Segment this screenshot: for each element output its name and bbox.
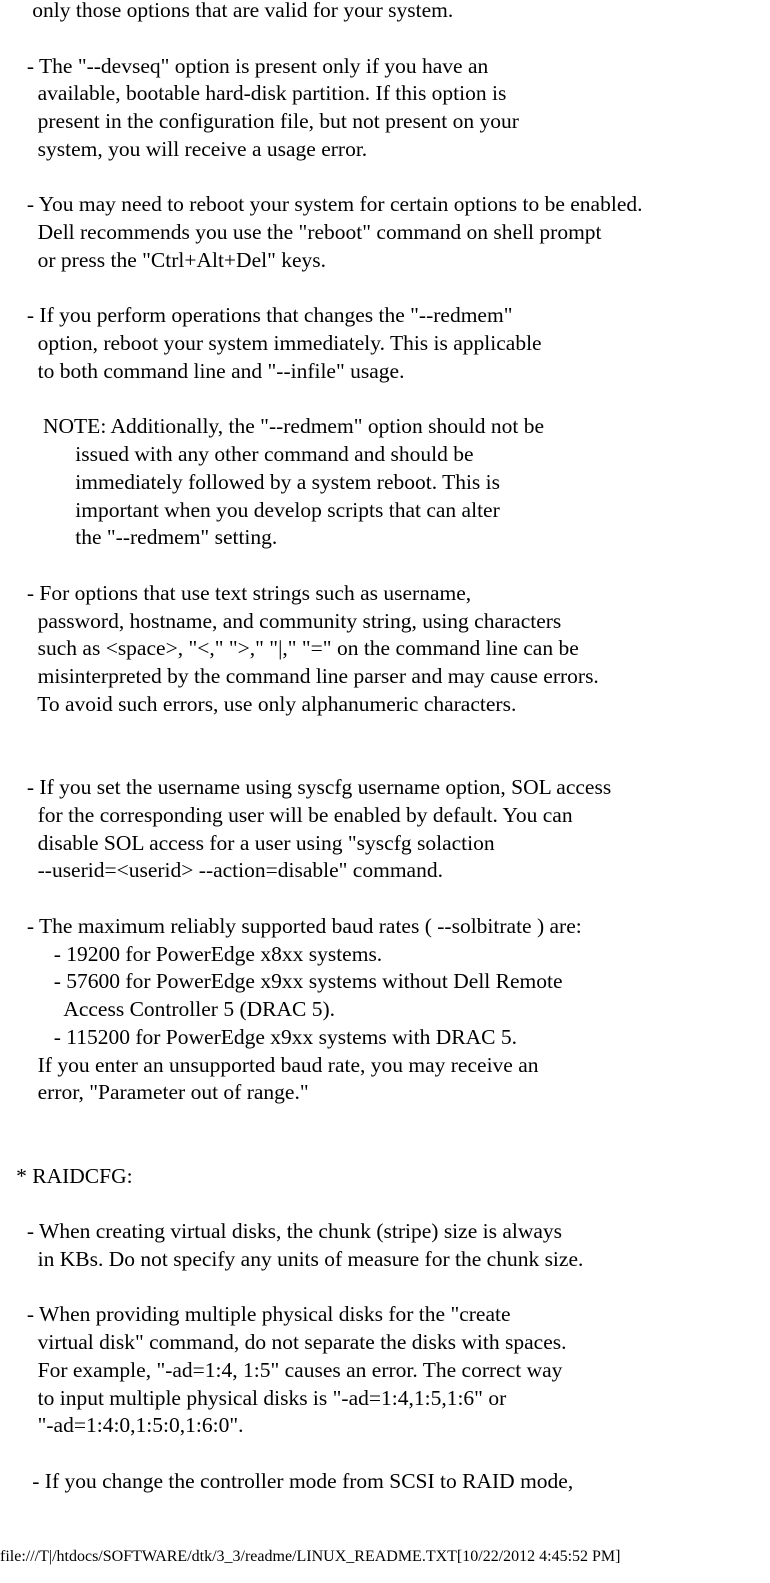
- blank-line: [0, 386, 642, 414]
- blank-line: [0, 885, 642, 913]
- text-line: immediately followed by a system reboot. This is: [0, 469, 501, 494]
- text-line: available, bootable hard-disk partition. If this option is: [0, 81, 507, 106]
- text-line: to both command line and "--infile" usage.: [0, 358, 405, 383]
- blank-line: [0, 719, 642, 747]
- text-line: --userid=<userid> --action=disable" command.: [0, 858, 443, 883]
- text-line: or press the "Ctrl+Alt+Del" keys.: [0, 247, 327, 272]
- text-line: - 19200 for PowerEdge x8xx systems.: [0, 941, 383, 966]
- blank-line: [0, 1440, 642, 1468]
- blank-line: [0, 275, 642, 303]
- text-line: - For options that use text strings such as username,: [0, 580, 472, 605]
- text-line: issued with any other command and should be: [0, 442, 474, 466]
- page-footer-source: file:///T|/htdocs/SOFTWARE/dtk/3_3/readme/LINUX_README.TXT[10/22/2012 4:45:52 PM]: [0, 1548, 621, 1565]
- text-line: important when you develop scripts that can alter: [0, 497, 500, 522]
- text-line: to input multiple physical disks is "-ad=1:4,1:5,1:6" or: [0, 1385, 507, 1410]
- blank-line: [0, 1190, 642, 1218]
- text-line: "-ad=1:4:0,1:5:0,1:6:0".: [0, 1413, 244, 1438]
- text-line: NOTE: Additionally, the "--redmem" option should not be: [0, 414, 545, 439]
- text-line: - If you change the controller mode from SCSI to RAID mode,: [0, 1468, 574, 1493]
- text-line: for the corresponding user will be enabled by default. You can: [0, 802, 573, 827]
- text-line: in KBs. Do not specify any units of measure for the chunk size.: [0, 1246, 584, 1271]
- blank-line: [0, 1274, 642, 1302]
- text-line: For example, "-ad=1:4, 1:5" causes an error. The correct way: [0, 1357, 563, 1382]
- text-line: virtual disk" command, do not separate the disks with spaces.: [0, 1330, 567, 1354]
- text-line: - If you set the username using syscfg username option, SOL access: [0, 775, 612, 799]
- text-line: Access Controller 5 (DRAC 5).: [0, 997, 336, 1021]
- text-line: - When providing multiple physical disks for the "create: [0, 1302, 511, 1327]
- text-line: disable SOL access for a user using "syscfg solaction: [0, 830, 495, 855]
- blank-line: [0, 25, 642, 53]
- text-line: If you enter an unsupported baud rate, you may receive an: [0, 1052, 539, 1077]
- blank-line: [0, 164, 642, 192]
- blank-line: [0, 1107, 642, 1135]
- text-line: misinterpreted by the command line parser and may cause errors.: [0, 664, 599, 688]
- text-line: - 57600 for PowerEdge x9xx systems without Dell Remote: [0, 969, 563, 994]
- text-line: To avoid such errors, use only alphanumeric characters.: [0, 691, 517, 716]
- text-line: - If you perform operations that changes the "--redmem": [0, 303, 513, 328]
- text-line: present in the configuration file, but not present on your: [0, 109, 519, 133]
- blank-line: [0, 552, 642, 580]
- text-line: - You may need to reboot your system for certain options to be enabled.: [0, 192, 643, 217]
- text-line: only those options that are valid for your system.: [0, 0, 454, 22]
- text-line: such as <space>, "<," ">," "|," "=" on the command line can be: [0, 636, 579, 661]
- text-line: system, you will receive a usage error.: [0, 136, 368, 161]
- text-line: - 115200 for PowerEdge x9xx systems with DRAC 5.: [0, 1024, 517, 1049]
- text-line: Dell recommends you use the "reboot" command on shell prompt: [0, 220, 602, 244]
- text-line: * RAIDCFG:: [0, 1163, 133, 1188]
- text-line: error, "Parameter out of range.": [0, 1080, 309, 1105]
- text-line: password, hostname, and community string, using characters: [0, 608, 562, 633]
- blank-line: [0, 1135, 642, 1163]
- text-line: the "--redmem" setting.: [0, 525, 278, 550]
- text-line: option, reboot your system immediately. This is applicable: [0, 331, 542, 355]
- blank-line: [0, 746, 642, 774]
- text-line: - When creating virtual disks, the chunk (stripe) size is always: [0, 1219, 563, 1243]
- text-line: - The "--devseq" option is present only if you have an: [0, 53, 489, 78]
- text-line: - The maximum reliably supported baud rates ( --solbitrate ) are:: [0, 913, 582, 938]
